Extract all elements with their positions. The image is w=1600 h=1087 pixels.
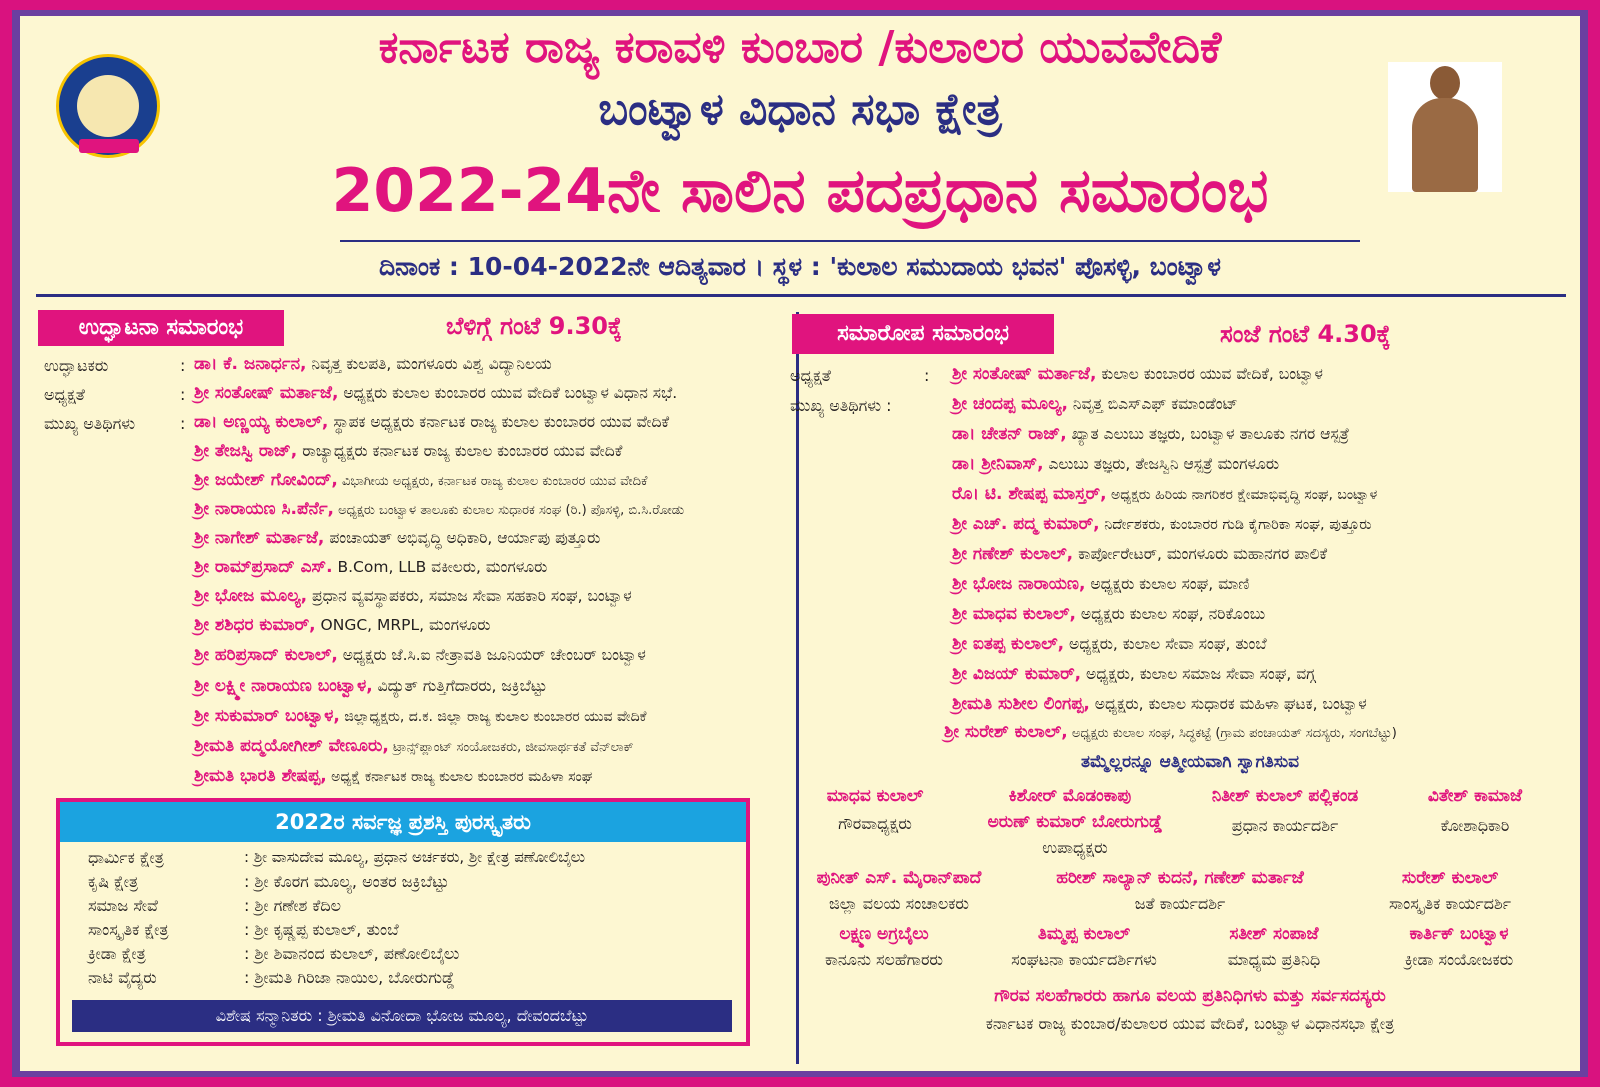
guest-desc: ನಿರ್ದೇಶಕರು, ಕುಂಬಾರರ ಗುಡಿ ಕೈಗಾರಿಕಾ ಸಂಘ, ಪುತ್ತೂರು bbox=[1099, 517, 1372, 533]
guest-desc: B.Com, LLB ವಕೀಲರು, ಮಂಗಳೂರು bbox=[332, 558, 548, 576]
award-value: : ಶ್ರೀ ವಾಸುದೇವ ಮೂಲ್ಯ, ಪ್ರಧಾನ ಅರ್ಚಕರು, ಶ್ರೀ ಕ್ಷೇತ್ರ ಪಣೋಲಿಬೈಲು bbox=[244, 848, 586, 866]
member-role: ಸಂಘಟನಾ ಕಾರ್ಯದರ್ಶಿಗಳು bbox=[1011, 950, 1157, 969]
guest-entry bbox=[194, 706, 646, 726]
guest-desc: ಅಧ್ಯಕ್ಷರು ಜೆ.ಸಿ.ಐ ನೇತ್ರಾವತಿ ಜೂನಿಯರ್ ಚೇಂಬರ್ ಬಂಟ್ವಾಳ bbox=[337, 646, 646, 664]
closing-title: ಸಮಾರೋಪ ಸಮಾರಂಭ bbox=[792, 314, 1054, 354]
closing-guest-entry bbox=[952, 454, 1279, 474]
footer-title: ಗೌರವ ಸಲಹೆಗಾರರು ಹಾಗೂ ವಲಯ ಪ್ರತಿನಿಧಿಗಳು ಮತ್ತು ಸರ್ವಸದಸ್ಯರು bbox=[994, 986, 1386, 1006]
guest-name: ಶ್ರೀ ಮಾಧವ ಕುಲಾಲ್, bbox=[952, 604, 1076, 624]
guest-entry bbox=[194, 615, 490, 635]
guest-desc: ಎಲುಬು ತಜ್ಞರು, ತೇಜಸ್ವಿನಿ ಆಸ್ಪತ್ರೆ ಮಂಗಳೂರು bbox=[1043, 455, 1279, 473]
closing-president-label: ಅಧ್ಯಕ್ಷತೆ bbox=[790, 366, 831, 385]
member-name: ಸುರೇಶ್ ಕುಲಾಲ್ bbox=[1401, 868, 1499, 888]
member-role: ಉಪಾಧ್ಯಕ್ಷರು bbox=[1042, 838, 1108, 857]
president-name: ಶ್ರೀ ಸಂತೋಷ್ ಮರ್ತಾಜೆ, bbox=[194, 383, 339, 403]
inaugurator-desc: ನಿವೃತ್ತ ಕುಲಪತಿ, ಮಂಗಳೂರು ವಿಶ್ವ ವಿದ್ಯಾನಿಲಯ bbox=[306, 355, 552, 373]
logo-ribbon bbox=[79, 139, 139, 153]
award-field: ಧಾರ್ಮಿಕ ಕ್ಷೇತ್ರ bbox=[88, 848, 164, 867]
guest-name: ಶ್ರೀ ರಾಮ್‌ಪ್ರಸಾದ್ ಎಸ್. bbox=[194, 557, 333, 577]
guest-desc: ONGC, MRPL, ಮಂಗಳೂರು bbox=[315, 616, 491, 634]
guest-entry bbox=[194, 441, 622, 461]
welcome-title: ತಮ್ಮೆಲ್ಲರನ್ನೂ ಆತ್ಮೀಯವಾಗಿ ಸ್ವಾಗತಿಸುವ bbox=[1080, 752, 1300, 772]
guest-name: ಶ್ರೀಮತಿ ಪದ್ಮಯೋಗೀಶ್ ವೇಣೂರು, bbox=[194, 736, 389, 756]
member-name: ತಿಮ್ಮಪ್ಪ ಕುಲಾಲ್ bbox=[1037, 924, 1131, 944]
inaugurator-entry bbox=[194, 354, 552, 374]
guest-entry bbox=[194, 766, 592, 786]
guest-name: ಡಾ। ಅಣ್ಣಯ್ಯ ಕುಲಾಲ್, bbox=[194, 412, 329, 432]
header-organization: ಕರ್ನಾಟಕ ರಾಜ್ಯ ಕರಾವಳಿ ಕುಂಬಾರ /ಕುಲಾಲರ ಯುವವೇದಿಕೆ bbox=[378, 22, 1222, 73]
guest-name: ಶ್ರೀ ಸುರೇಶ್ ಕುಲಾಲ್, bbox=[944, 722, 1068, 742]
guest-desc: ಅಧ್ಯಕ್ಷರು ಕುಲಾಲ ಸಂಘ, ಮಾಣಿ bbox=[1085, 575, 1250, 593]
guest-name: ಶ್ರೀ ಗಣೇಶ್ ಕುಲಾಲ್, bbox=[952, 544, 1074, 564]
guest-desc: ಪ್ರಧಾನ ವ್ಯವಸ್ಥಾಪಕರು, ಸಮಾಜ ಸೇವಾ ಸಹಕಾರಿ ಸಂಘ, ಬಂಟ್ವಾಳ bbox=[307, 587, 632, 605]
closing-president-desc: ಕುಲಾಲ ಕುಂಬಾರರ ಯುವ ವೇದಿಕೆ, ಬಂಟ್ವಾಳ bbox=[1096, 365, 1323, 383]
member-name: ಅರುಣ್ ಕುಮಾರ್ ಬೋರುಗುಡ್ಡೆ bbox=[987, 812, 1163, 832]
guest-entry bbox=[194, 557, 547, 577]
guest-name: ಶ್ರೀ ವಿಜಯ್ ಕುಮಾರ್, bbox=[952, 664, 1082, 684]
inaugurator-name: ಡಾ। ಕೆ. ಜನಾರ್ಧನ, bbox=[194, 354, 307, 374]
member-role: ಜತೆ ಕಾರ್ಯದರ್ಶಿ bbox=[1134, 894, 1226, 913]
guest-desc: ಖ್ಯಾತ ಎಲುಬು ತಜ್ಞರು, ಬಂಟ್ವಾಳ ತಾಲೂಕು ನಗರ ಆಸ್ಪತ್ರೆ bbox=[1066, 425, 1350, 443]
guest-desc: ವಿಭಾಗೀಯ ಅಧ್ಯಕ್ಷರು, ಕರ್ನಾಟಕ ರಾಜ್ಯ ಕುಲಾಲ ಕುಂಬಾರರ ಯುವ ವೇದಿಕೆ bbox=[337, 474, 648, 489]
award-field: ಸಮಾಜ ಸೇವೆ bbox=[88, 896, 158, 915]
header-constituency: ಬಂಟ್ವಾಳ ವಿಧಾನ ಸಭಾ ಕ್ಷೇತ್ರ bbox=[598, 84, 1002, 135]
guest-desc: ಅಧ್ಯಕ್ಷೆ ಕರ್ನಾಟಕ ರಾಜ್ಯ ಕುಲಾಲ ಕುಂಬಾರರ ಮಹಿಳಾ ಸಂಘ bbox=[326, 769, 593, 785]
guest-desc: ಅಧ್ಯಕ್ಷರು, ಕುಲಾಲ ಸಮಾಜ ಸೇವಾ ಸಂಘ, ವಗ್ಗ bbox=[1081, 665, 1316, 683]
guest-name: ಶ್ರೀ ನಾಗೇಶ್ ಮರ್ತಾಜೆ, bbox=[194, 528, 325, 548]
member-name: ವಿತೇಶ್ ಕಾಮಾಜೆ bbox=[1427, 786, 1523, 806]
header-event-title: 2022-24ನೇ ಸಾಲಿನ ಪದಪ್ರಧಾನ ಸಮಾರಂಭ bbox=[331, 156, 1269, 226]
guest-name: ಶ್ರೀ ಹರಿಪ್ರಸಾದ್ ಕುಲಾಲ್, bbox=[194, 645, 338, 665]
closing-guest-entry bbox=[944, 722, 1397, 742]
opening-title: ಉದ್ಘಾಟನಾ ಸಮಾರಂಭ bbox=[38, 310, 284, 346]
award-field: ಕ್ರೀಡಾ ಕ್ಷೇತ್ರ bbox=[88, 944, 146, 963]
opening-time: ಬೆಳಿಗ್ಗೆ ಗಂಟೆ 9.30ಕ್ಕೆ bbox=[446, 312, 623, 340]
guest-name: ರೊ। ಟಿ. ಶೇಷಪ್ಪ ಮಾಸ್ತರ್, bbox=[952, 484, 1107, 504]
guest-name: ಶ್ರೀ ಚಂದಪ್ಪ ಮೂಲ್ಯ, bbox=[952, 394, 1068, 414]
guest-name: ಶ್ರೀ ಶಶಿಧರ ಕುಮಾರ್, bbox=[194, 615, 316, 635]
member-role: ಪ್ರಧಾನ ಕಾರ್ಯದರ್ಶಿ bbox=[1231, 816, 1339, 835]
guest-name: ಶ್ರೀ ಭೋಜ ನಾರಾಯಣ, bbox=[952, 574, 1086, 594]
awards-box bbox=[56, 798, 750, 1046]
award-field: ನಾಟಿ ವೈದ್ಯರು bbox=[88, 968, 157, 987]
guest-desc: ಟ್ರಾನ್ಸ್‌ಪ್ಲಾಂಟ್ ಸಂಯೋಜಕರು, ಜೀವಸಾರ್ಥಕತೆ ವೆನ್‌ಲಾಕ್ bbox=[388, 740, 634, 755]
closing-guest-entry bbox=[952, 484, 1377, 504]
closing-guest-entry bbox=[952, 394, 1238, 414]
guest-entry bbox=[194, 528, 600, 548]
special-honoree: ವಿಶೇಷ ಸನ್ಮಾನಿತರು : ಶ್ರೀಮತಿ ವಿನೋದಾ ಭೋಜ ಮೂಲ್ಯ, ದೇವಂದಬೆಟ್ಟು bbox=[72, 1000, 732, 1032]
guest-desc: ಅಧ್ಯಕ್ಷರು ಹಿರಿಯ ನಾಗರಿಕರ ಕ್ಷೇಮಾಭಿವೃದ್ಧಿ ಸಂಘ, ಬಂಟ್ವಾಳ bbox=[1106, 487, 1378, 503]
member-name: ಹರೀಶ್ ಸಾಲ್ಯಾನ್ ಕುದನೆ, ಗಣೇಶ್ ಮರ್ತಾಜೆ bbox=[1056, 868, 1304, 888]
closing-guest-entry bbox=[952, 544, 1327, 564]
closing-guest-entry bbox=[952, 574, 1249, 594]
closing-guest-entry bbox=[952, 634, 1267, 654]
colon: : bbox=[180, 385, 186, 404]
member-role: ಮಾಧ್ಯಮ ಪ್ರತಿನಿಧಿ bbox=[1227, 950, 1321, 969]
section-rule bbox=[36, 294, 1566, 297]
colon: : bbox=[924, 366, 930, 385]
award-value: : ಶ್ರೀಮತಿ ಗಿರಿಜಾ ನಾಯಿಲ, ಬೋರುಗುಡ್ಡೆ bbox=[244, 968, 455, 987]
guests-label: ಮುಖ್ಯ ಅತಿಥಿಗಳು bbox=[44, 414, 136, 433]
guest-desc: ವಿದ್ಯುತ್ ಗುತ್ತಿಗೆದಾರರು, ಜಕ್ರಿಬೆಟ್ಟು bbox=[372, 677, 548, 695]
guest-desc: ಕಾರ್ಪೋರೇಟರ್, ಮಂಗಳೂರು ಮಹಾನಗರ ಪಾಲಿಕೆ bbox=[1073, 545, 1328, 563]
president-label: ಅಧ್ಯಕ್ಷತೆ bbox=[44, 385, 85, 404]
guest-entry bbox=[194, 586, 632, 606]
closing-guest-entry bbox=[952, 424, 1349, 444]
member-name: ಮಾಧವ ಕುಲಾಲ್ bbox=[826, 786, 924, 806]
guest-desc: ಅಧ್ಯಕ್ಷರು ಕುಲಾಲ ಸಂಘ, ನರಿಕೊಂಬು bbox=[1075, 605, 1266, 623]
guest-desc: ಅಧ್ಯಕ್ಷರು, ಕುಲಾಲ ಸೇವಾ ಸಂಘ, ತುಂಬೆ bbox=[1064, 635, 1267, 653]
member-role: ಸಾಂಸ್ಕೃತಿಕ ಕಾರ್ಯದರ್ಶಿ bbox=[1388, 894, 1512, 913]
guest-entry bbox=[194, 412, 669, 432]
guest-desc: ನಿವೃತ್ತ ಬಿಎಸ್‌ಎಫ್ ಕಮಾಂಡೆಂಟ್ bbox=[1067, 395, 1238, 413]
footer-organization: ಕರ್ನಾಟಕ ರಾಜ್ಯ ಕುಂಬಾರ/ಕುಲಾಲರ ಯುವ ವೇದಿಕೆ, ಬಂಟ್ವಾಳ ವಿಧಾನಸಭಾ ಕ್ಷೇತ್ರ bbox=[985, 1014, 1395, 1033]
member-name: ಪುನೀತ್ ಎಸ್. ಮೈರಾನ್‌ಪಾದೆ bbox=[816, 868, 982, 888]
member-name: ಲಕ್ಷ್ಮಣ ಅಗ್ರಬೈಲು bbox=[839, 924, 929, 944]
member-role: ಕ್ರೀಡಾ ಸಂಯೋಜಕರು bbox=[1404, 950, 1514, 969]
guest-name: ಶ್ರೀ ಲಕ್ಷ್ಮೀ ನಾರಾಯಣ ಬಂಟ್ವಾಳ, bbox=[194, 676, 373, 696]
closing-guest-entry bbox=[952, 604, 1265, 624]
guest-name: ಶ್ರೀಮತಿ ಭಾರತಿ ಶೇಷಪ್ಪ, bbox=[194, 766, 327, 786]
guest-desc: ಅಧ್ಯಕ್ಷರು ಬಂಟ್ವಾಳ ತಾಲೂಕು ಕುಲಾಲ ಸುಧಾರಕ ಸಂಘ (ರಿ.) ಪೊಸಳ್ಳಿ, ಬಿ.ಸಿ.ರೋಡು bbox=[333, 503, 685, 518]
guest-desc: ಜಿಲ್ಲಾಧ್ಯಕ್ಷರು, ದ.ಕ. ಜಿಲ್ಲಾ ರಾಜ್ಯ ಕುಲಾಲ ಕುಂಬಾರರ ಯುವ ವೇದಿಕೆ bbox=[339, 709, 647, 725]
guest-entry bbox=[194, 736, 634, 756]
guest-entry bbox=[194, 676, 547, 696]
award-field: ಕೃಷಿ ಕ್ಷೇತ್ರ bbox=[88, 872, 139, 891]
award-value: : ಶ್ರೀ ಕೊರಗ ಮೂಲ್ಯ, ಅಂತರ ಜಕ್ರಿಬೆಟ್ಟು bbox=[244, 872, 449, 891]
closing-guest-entry bbox=[952, 664, 1315, 684]
guest-desc: ಅಧ್ಯಕ್ಷರು ಕುಲಾಲ ಸಂಘ, ಸಿದ್ಧಕಟ್ಟೆ (ಗ್ರಾಮ ಪಂಚಾಯತ್ ಸದಸ್ಯರು, ಸಂಗಬೆಟ್ಟು) bbox=[1067, 726, 1397, 741]
guest-name: ಶ್ರೀ ಎಚ್. ಪದ್ಮ ಕುಮಾರ್, bbox=[952, 514, 1100, 534]
guest-desc: ಅಧ್ಯಕ್ಷರು, ಕುಲಾಲ ಸುಧಾರಕ ಮಹಿಳಾ ಘಟಕ, ಬಂಟ್ವಾಳ bbox=[1089, 695, 1367, 713]
colon: : bbox=[180, 414, 186, 433]
guest-name: ಶ್ರೀ ಸುಕುಮಾರ್ ಬಂಟ್ವಾಳ, bbox=[194, 706, 340, 726]
colon: : bbox=[180, 356, 186, 375]
guest-name: ಡಾ। ಶ್ರೀನಿವಾಸ್, bbox=[952, 454, 1044, 474]
guest-name: ಶ್ರೀ ಐತಪ್ಪ ಕುಲಾಲ್, bbox=[952, 634, 1065, 654]
president-entry bbox=[194, 383, 677, 403]
award-field: ಸಾಂಸ್ಕೃತಿಕ ಕ್ಷೇತ್ರ bbox=[88, 920, 169, 939]
member-name: ಕಿಶೋರ್ ಮೊಡಂಕಾಪು bbox=[1008, 786, 1132, 806]
member-role: ಕಾನೂನು ಸಲಹೆಗಾರರು bbox=[825, 950, 943, 969]
guest-entry bbox=[194, 645, 646, 665]
member-name: ಕಾರ್ತಿಕ್ ಬಂಟ್ವಾಳ bbox=[1409, 924, 1509, 944]
member-role: ಕೋಶಾಧಿಕಾರಿ bbox=[1440, 816, 1510, 835]
guest-name: ಶ್ರೀ ಭೋಜ ಮೂಲ್ಯ, bbox=[194, 586, 308, 606]
inaugurator-label: ಉದ್ಘಾಟಕರು bbox=[44, 356, 109, 375]
guest-name: ಶ್ರೀ ತೇಜಸ್ವಿ ರಾಜ್, bbox=[194, 441, 298, 461]
date-venue-line: ದಿನಾಂಕ : 10-04-2022ನೇ ಆದಿತ್ಯವಾರ । ಸ್ಥಳ : 'ಕುಲಾಲ ಸಮುದಾಯ ಭವನ' ಪೊಸಳ್ಳಿ, ಬಂಟ್ವಾಳ bbox=[379, 252, 1221, 281]
president-desc: ಅಧ್ಯಕ್ಷರು ಕುಲಾಲ ಕುಂಬಾರರ ಯುವ ವೇದಿಕೆ ಬಂಟ್ವಾಳ ವಿಧಾನ ಸಭೆ. bbox=[338, 384, 678, 402]
closing-time: ಸಂಜೆ ಗಂಟೆ 4.30ಕ್ಕೆ bbox=[1220, 320, 1391, 348]
closing-guests-label: ಮುಖ್ಯ ಅತಿಥಿಗಳು : bbox=[790, 396, 892, 415]
member-role: ಜಿಲ್ಲಾ ವಲಯ ಸಂಚಾಲಕರು bbox=[829, 894, 969, 913]
guest-desc: ರಾಜ್ಯಾಧ್ಯಕ್ಷರು ಕರ್ನಾಟಕ ರಾಜ್ಯ ಕುಲಾಲ ಕುಂಬಾರರ ಯುವ ವೇದಿಕೆ bbox=[297, 442, 623, 460]
award-value: : ಶ್ರೀ ಗಣೇಶ ಕೆದಿಲ bbox=[244, 896, 341, 915]
guest-name: ಶ್ರೀ ಜಯೇಶ್ ಗೋವಿಂದ್, bbox=[194, 470, 338, 490]
guest-desc: ಸ್ಥಾಪಕ ಅಧ್ಯಕ್ಷರು ಕರ್ನಾಟಕ ರಾಜ್ಯ ಕುಲಾಲ ಕುಂಬಾರರ ಯುವ ವೇದಿಕೆ bbox=[328, 413, 670, 431]
closing-guest-entry bbox=[952, 694, 1367, 714]
invitation-card bbox=[20, 16, 1580, 1071]
awards-title: 2022ರ ಸರ್ವಜ್ಞ ಪ್ರಶಸ್ತಿ ಪುರಸ್ಕೃತರು bbox=[60, 802, 746, 842]
award-value: : ಶ್ರೀ ಕೃಷ್ಣಪ್ಪ ಕುಲಾಲ್, ತುಂಬೆ bbox=[244, 920, 399, 939]
guest-name: ಶ್ರೀಮತಿ ಸುಶೀಲ ಲಿಂಗಪ್ಪ, bbox=[952, 694, 1090, 714]
header-rule bbox=[340, 240, 1360, 242]
closing-president-entry bbox=[952, 364, 1323, 384]
guest-entry bbox=[194, 470, 647, 490]
member-role: ಗೌರವಾಧ್ಯಕ್ಷರು bbox=[838, 814, 912, 833]
guest-entry bbox=[194, 499, 684, 519]
member-name: ನಿತೀಶ್ ಕುಲಾಲ್ ಪಲ್ಲಿಕಂಡ bbox=[1211, 786, 1359, 806]
guest-name: ಶ್ರೀ ನಾರಾಯಣ ಸಿ.ಪೆರ್ನೆ, bbox=[194, 499, 334, 519]
award-value: : ಶ್ರೀ ಶಿವಾನಂದ ಕುಲಾಲ್, ಪಣೋಲಿಬೈಲು bbox=[244, 944, 460, 963]
guest-name: ಡಾ। ಚೇತನ್ ರಾಜ್, bbox=[952, 424, 1067, 444]
closing-guest-entry bbox=[952, 514, 1372, 534]
guest-desc: ಪಂಚಾಯತ್ ಅಭಿವೃದ್ಧಿ ಅಧಿಕಾರಿ, ಆರ್ಯಾಪು ಪುತ್ತೂರು bbox=[324, 529, 601, 547]
closing-president-name: ಶ್ರೀ ಸಂತೋಷ್ ಮರ್ತಾಜೆ, bbox=[952, 364, 1097, 384]
member-name: ಸತೀಶ್ ಸಂಪಾಜೆ bbox=[1229, 924, 1319, 944]
